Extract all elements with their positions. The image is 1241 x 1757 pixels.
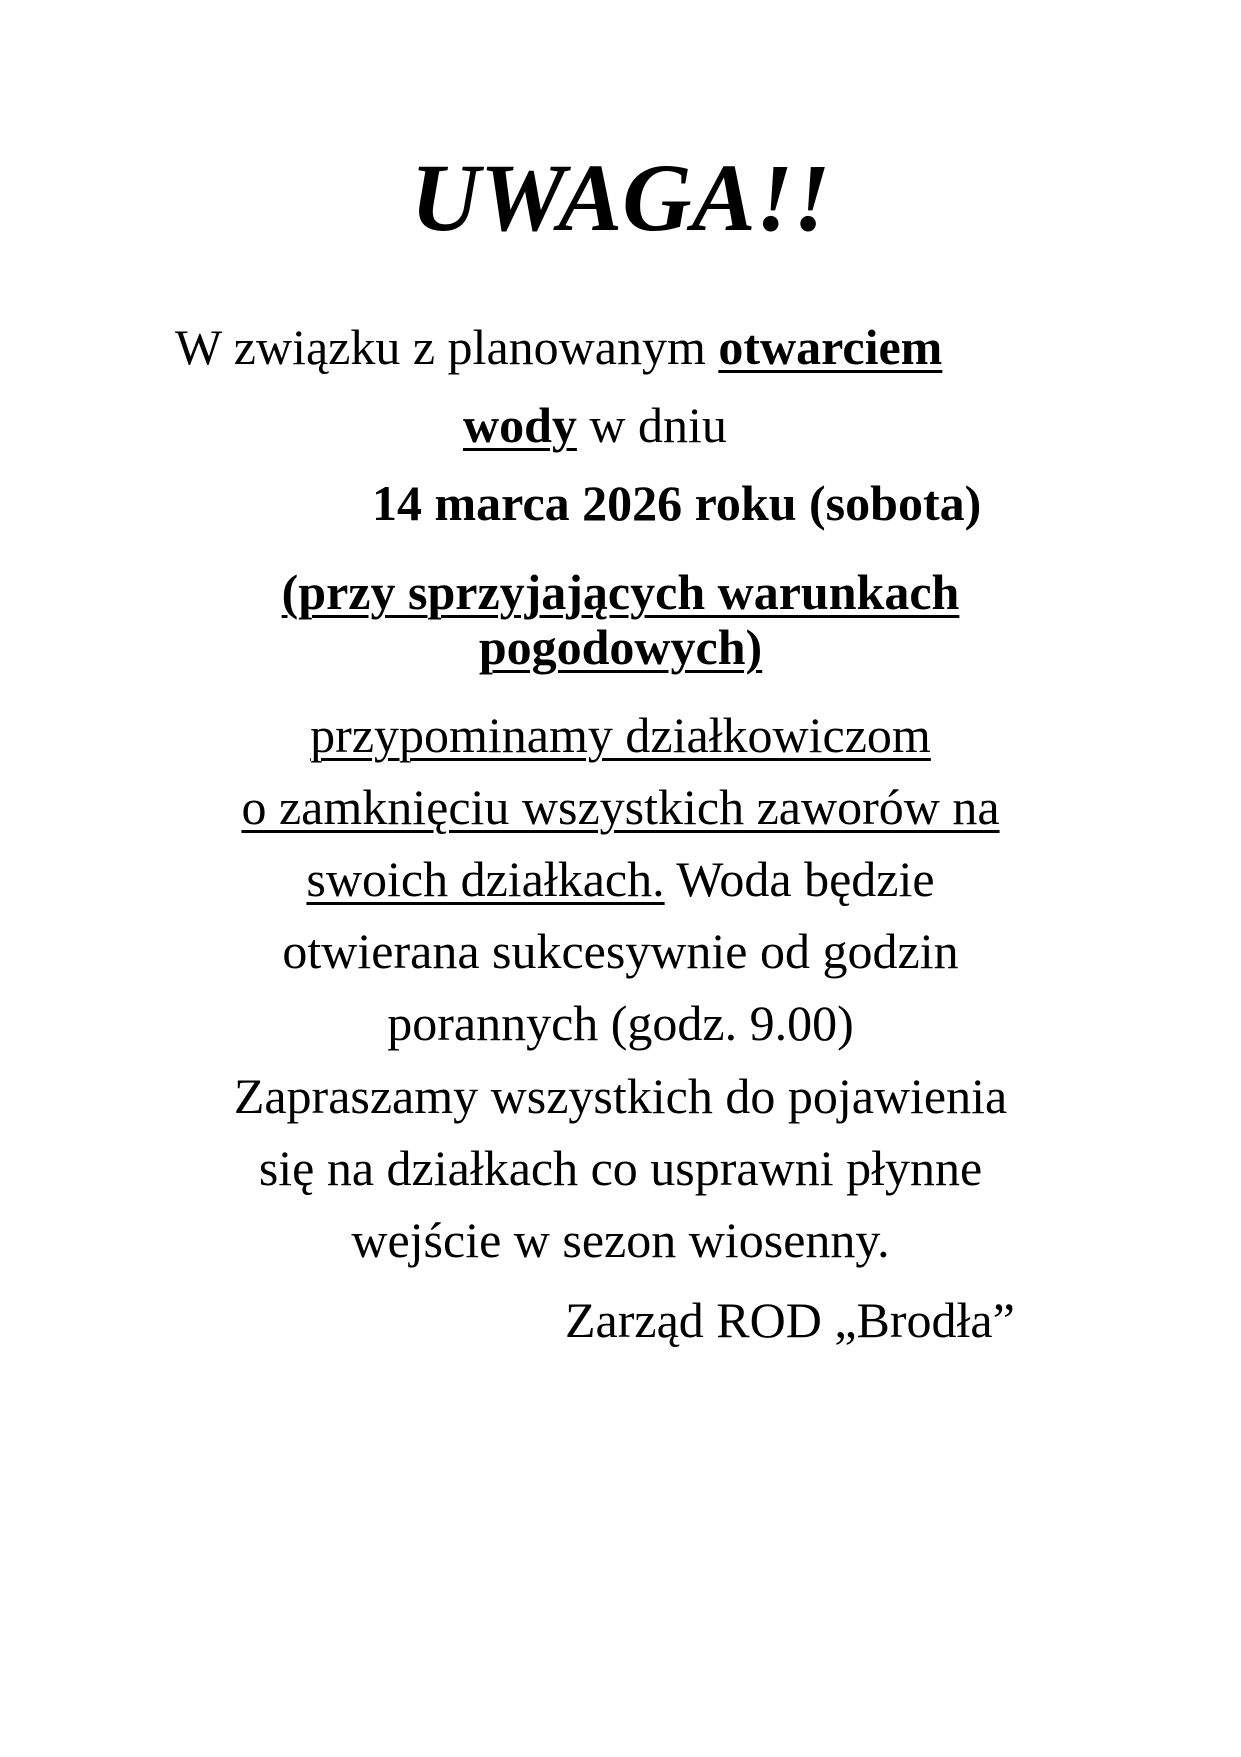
reminder-rest: Woda będzie xyxy=(664,851,935,907)
invite-line-1: Zapraszamy wszystkich do pojawienia xyxy=(233,1068,1008,1124)
weather-line-1: (przy sprzyjających warunkach xyxy=(281,564,960,620)
weather-line-2: pogodowych) xyxy=(478,619,763,675)
reminder-underlined: swoich działkach. xyxy=(306,851,665,907)
reminder-line-3 xyxy=(0,851,1241,907)
reminder-line-2: o zamknięciu wszystkich zaworów na xyxy=(241,779,1000,835)
reminder-line-5: porannych (godz. 9.00) xyxy=(387,995,854,1051)
intro-text-day: w dniu xyxy=(576,397,727,453)
notice-title: UWAGA!! xyxy=(410,144,831,251)
intro-text: W związku z planowanym xyxy=(175,319,719,375)
invite-line-3: wejście w sezon wiosenny. xyxy=(351,1212,890,1268)
reminder-line-4: otwierana sukcesywnie od godzin xyxy=(282,923,959,979)
intro-emphasis-water: wody xyxy=(463,397,577,453)
intro-line-1 xyxy=(175,319,943,375)
reminder-line-1: przypominamy działkowiczom xyxy=(310,707,931,763)
date-line: 14 marca 2026 roku (sobota) xyxy=(372,475,982,531)
intro-emphasis-opening: otwarciem xyxy=(718,319,943,375)
intro-line-2 xyxy=(463,397,727,453)
invite-line-2: się na działkach co usprawni płynne xyxy=(258,1140,983,1196)
signature: Zarząd ROD „Brodła” xyxy=(565,1292,1015,1348)
